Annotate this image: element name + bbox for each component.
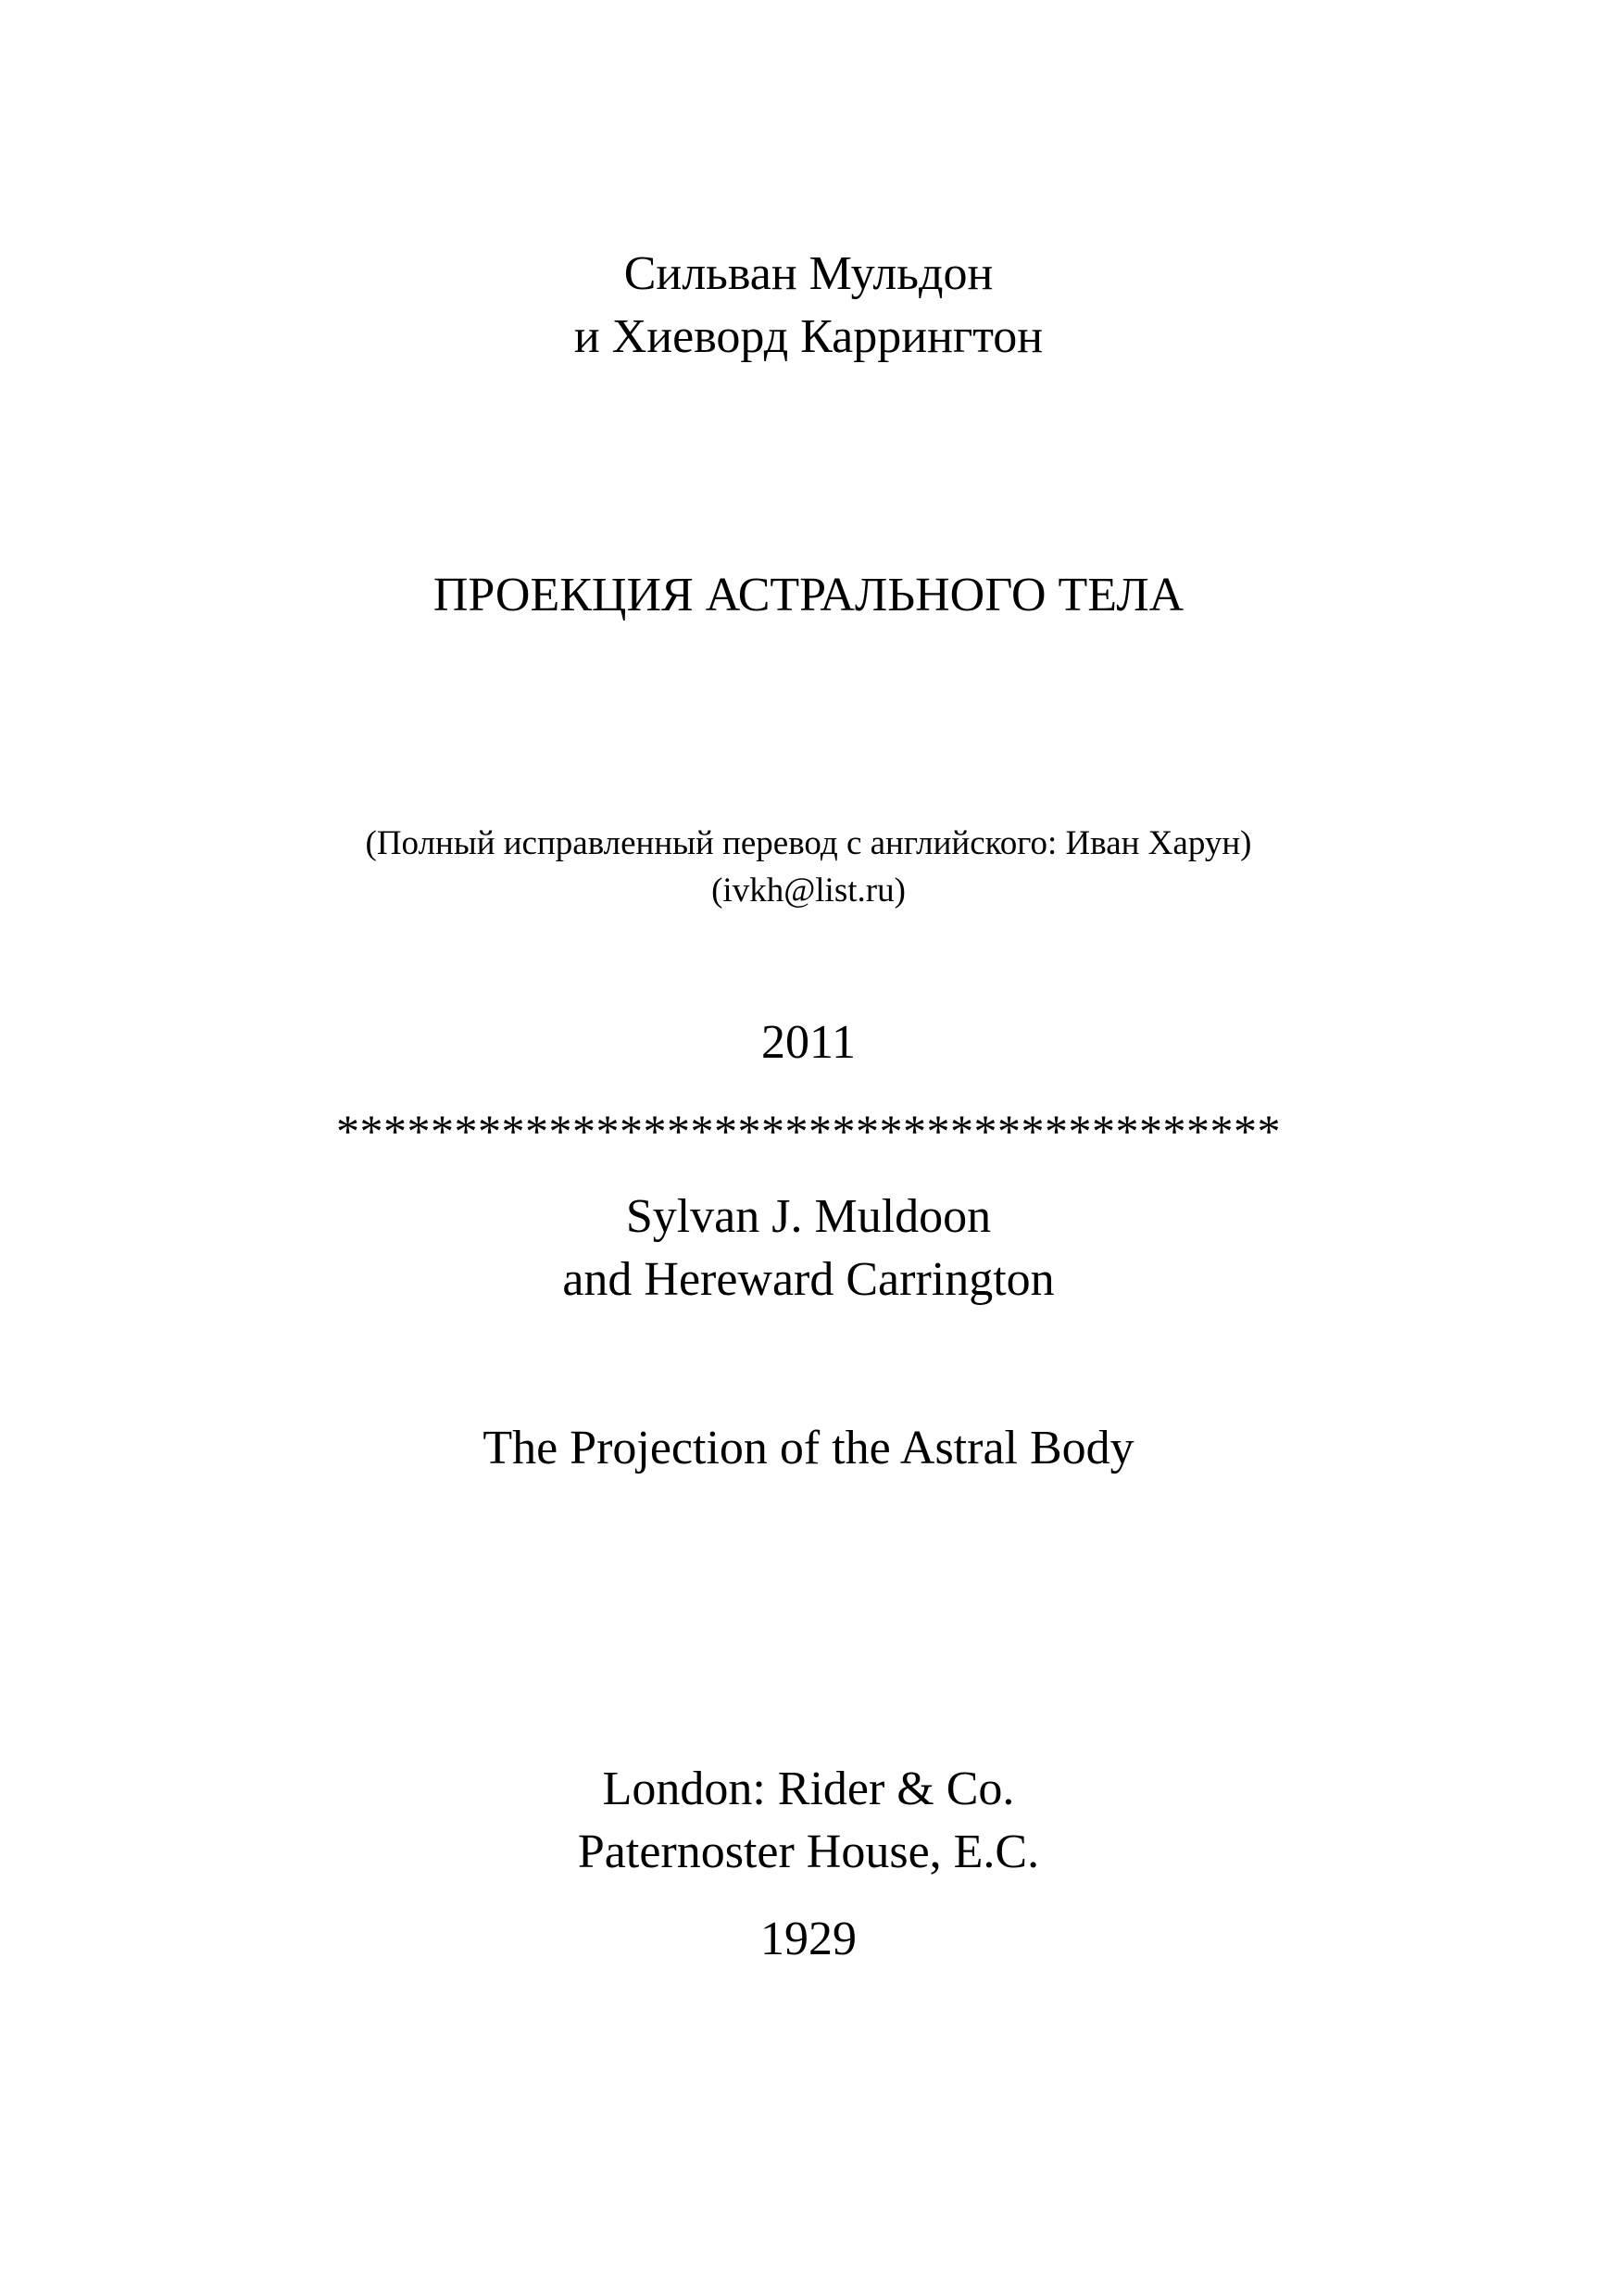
ru-translation-note: (Полный исправленный перевод с английского: Иван Харун) bbox=[365, 824, 1252, 862]
en-author-line-2: and Hereward Carrington bbox=[562, 1253, 1055, 1306]
en-publisher-line-2: Paternoster House, E.C. bbox=[577, 1826, 1040, 1878]
ru-author-line-2: и Хиеворд Каррингтон bbox=[573, 310, 1044, 363]
en-publisher-line-1: London: Rider & Co. bbox=[602, 1763, 1015, 1815]
ru-year: 2011 bbox=[760, 1016, 857, 1069]
ru-book-title: ПРОЕКЦИЯ АСТРАЛЬНОГО ТЕЛА bbox=[432, 569, 1185, 621]
separator-stars: **************************************** bbox=[336, 1105, 1281, 1157]
en-book-title: The Projection of the Astral Body bbox=[483, 1422, 1134, 1474]
ru-translator-email: (ivkh@list.ru) bbox=[711, 872, 906, 910]
ru-author-line-1: Сильван Мульдон bbox=[623, 247, 994, 300]
en-author-line-1: Sylvan J. Muldoon bbox=[625, 1190, 992, 1243]
en-year: 1929 bbox=[760, 1913, 857, 1965]
